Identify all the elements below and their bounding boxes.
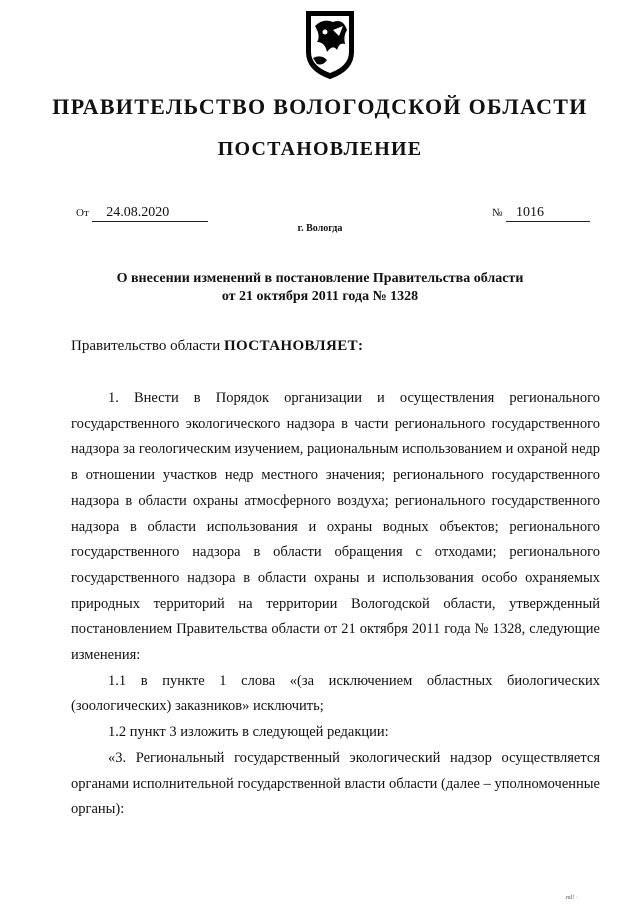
number-prefix: № xyxy=(492,207,503,219)
body-paragraph-4: «3. Региональный государственный экологический надзор осуществляется органами исполнительной государственной власти области (далее – уполномоченные органы): xyxy=(71,749,600,818)
document-type: ПОСТАНОВЛЕНИЕ xyxy=(217,138,423,160)
date-prefix: От xyxy=(76,207,89,219)
subject-line-1: О внесении изменений в постановление Правительства области xyxy=(116,271,524,286)
body-paragraph-3: 1.2 пункт 3 изложить в следующей редакции: xyxy=(108,724,389,741)
government-title: ПРАВИТЕЛЬСТВО ВОЛОГОДСКОЙ ОБЛАСТИ xyxy=(52,94,588,119)
body-paragraph-1: 1. Внести в Порядок организации и осуществления регионального государственного экологического надзора в части регионального государственного надзора за геологическим изучением, рациональным использованием и охраной недр в отношении участков недр местного значения; регионального государственного надзора в области охраны атмосферного воздуха; регионального государственного надзора в области использования и охраны водных объектов; регионального государственного надзора в области обращения с отходами; регионального государственного надзора в области охраны и использования особо охраняемых природных территорий на территории Вологодской области, утвержденный постановлением Правительства области от 21 октября 2011 года № 1328, следующие изменения: xyxy=(71,390,600,664)
document-date: 24.08.2020 xyxy=(92,205,208,222)
preamble-text: Правительство области xyxy=(71,338,221,354)
coat-of-arms-emblem xyxy=(303,8,357,80)
city: г. Вологда xyxy=(297,223,343,234)
page-stamp: ml! · xyxy=(566,895,578,901)
body-paragraph-2: 1.1 в пункте 1 слова «(за исключением областных биологических (зоологических) заказников» исключить; xyxy=(71,672,600,715)
subject-line-2: от 21 октября 2011 года № 1328 xyxy=(221,289,419,304)
preamble-resolves: ПОСТАНОВЛЯЕТ: xyxy=(223,338,364,354)
date-line xyxy=(76,205,208,222)
document-number: 1016 xyxy=(506,205,590,222)
preamble xyxy=(71,338,363,355)
document-body xyxy=(71,386,600,823)
document-subject xyxy=(60,270,580,306)
number-line xyxy=(492,205,590,222)
